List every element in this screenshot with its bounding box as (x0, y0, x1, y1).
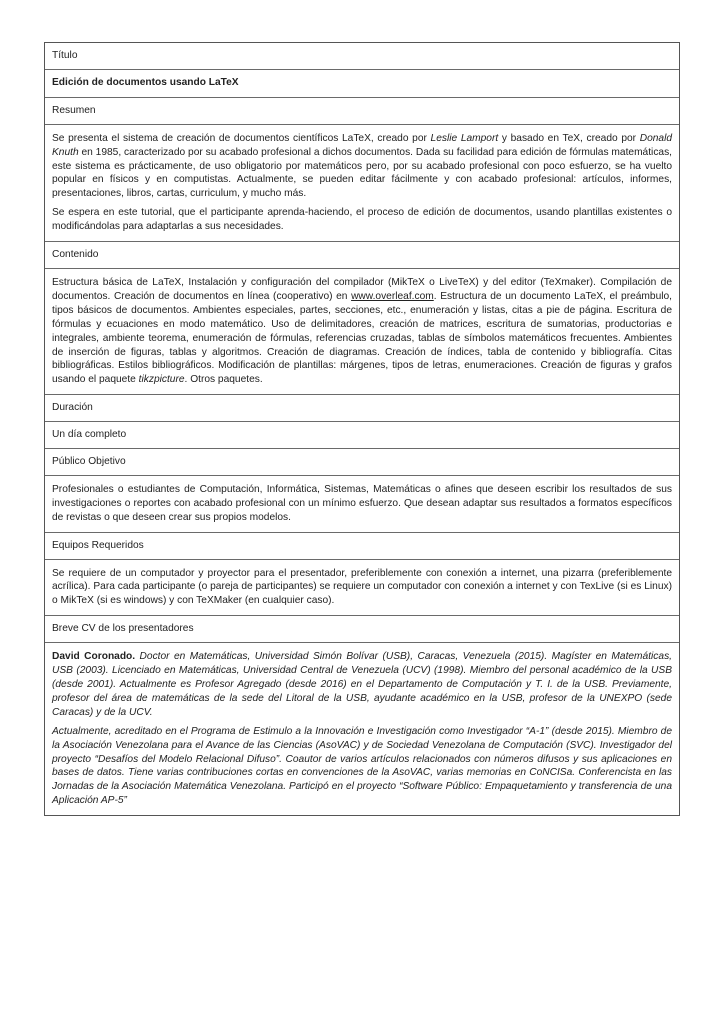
course-title: Edición de documentos usando LaTeX (45, 70, 679, 98)
course-proposal-table (44, 42, 680, 816)
cv-text: Doctor en Matemáticas, Universidad Simón Bolívar (USB), Caracas, Venezuela (2015). Magíster en Matemáticas, USB (2003). Licenciado en Matemáticas, Universidad Central de Venezuela (UCV) (1998). Miembro del personal académico de la USB (desde 2001). Actualmente es Profesor Agregado (desde 2016) en el Departamento de Computación y T. I. de la USB. Previamente, profesor del área de matemáticas de la sede del Litoral de la USB, ayudante académico en la USB, profesor de la UNEXPO (sede Caracas) y de la UCV. (52, 651, 672, 718)
duracion-label: Duración (45, 395, 679, 422)
contenido-text: . Otros paquetes. (184, 374, 263, 386)
cv-content (45, 643, 679, 815)
resumen-text: en 1985, caracterizado por su acabado profesional a dichos documentos. Dada su facilidad para edición de fórmulas matemáticas, este sistema es prácticamente, de uso obligatorio por matemáticos pero, por su acabado profesional con poco esfuerzo, se ha vuelto popular en físicos y en computistas. Actualmente, se pueden editar fácilmente y con acabado profesional: artículos, informes, presentaciones, libros, cartas, curriculum, y mucho más. (52, 146, 672, 200)
publico-label: Público Objetivo (45, 449, 679, 476)
resumen-paragraph-2: Se espera en este tutorial, que el participante aprenda-haciendo, el proceso de edición de documentos, usando plantillas existentes o modificándolas para adaptarlas a sus necesidades. (52, 207, 672, 233)
contenido-text: Estructura básica de LaTeX, Instalación y configuración del compilador (MikTeX o LiveTeX) y del editor (TeXmaker). Compilación de documentos. Creación de documentos en línea (cooperativo) en (52, 276, 672, 302)
publico-paragraph: Profesionales o estudiantes de Computación, Informática, Sistemas, Matemáticas o afines que deseen escribir los resultados de sus investigaciones o reportes con acabado profesional con un mínimo esfuerzo. Que desean adaptar sus resultados a formatos específicos de revistas o que deseen crear sus propios modelos. (52, 483, 672, 523)
cv-paragraph-1 (52, 650, 672, 720)
presenter-name: David Coronado. (52, 651, 136, 663)
publico-content (45, 476, 679, 533)
contenido-content (45, 269, 679, 395)
resumen-text: Se presenta el sistema de creación de documentos científicos LaTeX, creado por (52, 132, 431, 144)
equipos-content (45, 560, 679, 617)
contenido-text: . Estructura de un documento LaTeX, el preámbulo, tipos básicos de documentos. Ambientes especiales, partes, secciones, etc., enumeración y listas, citas a pie de página. Escritura de fórmulas y ecuaciones en modo matemático. Uso de delimitadores, creación de matrices, escritura de sumatorias, productorias e integrales, ambiente teorema, enumeración de fórmulas, referencias cruzadas, tablas de símbolos matemáticos frecuentes. Ambientes de inserción de figuras, tablas y algoritmos. Creación de diagramas. Creación de índices, tabla de contenido y bibliografía. Citas bibliográficas. Estilos bibliográficos. Modificación de plantillas: márgenes, tipos de letras, enumeraciones. Creación de figuras y grafos usando el paquete (52, 290, 673, 386)
cv-label: Breve CV de los presentadores (45, 616, 679, 643)
overleaf-link[interactable]: www.overleaf.com (351, 290, 434, 302)
author-knuth: Donald Knuth (52, 132, 673, 158)
author-lamport: Leslie Lamport (430, 132, 499, 144)
cv-paragraph-2: Actualmente, acreditado en el Programa de Estimulo a la Innovación e Investigación como Investigador “A-1” (desde 2015). Miembro de la Asociación Venezolana para el Avance de las Ciencias (AsoVAC) y de Sociedad Venezolana de Computación (SVC). Investigador del proyecto “Desafíos del Modelo Relacional Difuso”. Coautor de varios artículos relacionados con números difusos y sus aplicaciones en bases de datos. Tiene varias contribuciones cortas en convenciones de la AsoVAC, varias memorias en CoNCISa. Conferencista en las Jornadas de la Asociación Matemática Venezolana. Participó en el proyecto “Software Público: Empaquetamiento y transferencia de una Aplicación AP-5” (52, 725, 672, 807)
resumen-label: Resumen (45, 98, 679, 125)
resumen-content (45, 125, 679, 242)
resumen-paragraph-1 (52, 132, 672, 202)
tikzpicture-package: tikzpicture (138, 374, 185, 386)
equipos-paragraph: Se requiere de un computador y proyector para el presentador, preferiblemente con conexión a internet, una pizarra (preferiblemente acrílica). Para cada participante (o pareja de participantes) se requiere un computador con conexión a internet y con TexLive (si es Linux) o MikTeX (si es windows) y con TeXMaker (en cualquier caso). (52, 567, 672, 607)
contenido-paragraph (52, 276, 672, 387)
contenido-label: Contenido (45, 242, 679, 269)
resumen-text: y basado en TeX, creado por (498, 132, 640, 144)
duracion-value: Un día completo (45, 422, 679, 449)
equipos-label: Equipos Requeridos (45, 533, 679, 560)
titulo-label: Título (45, 43, 679, 70)
